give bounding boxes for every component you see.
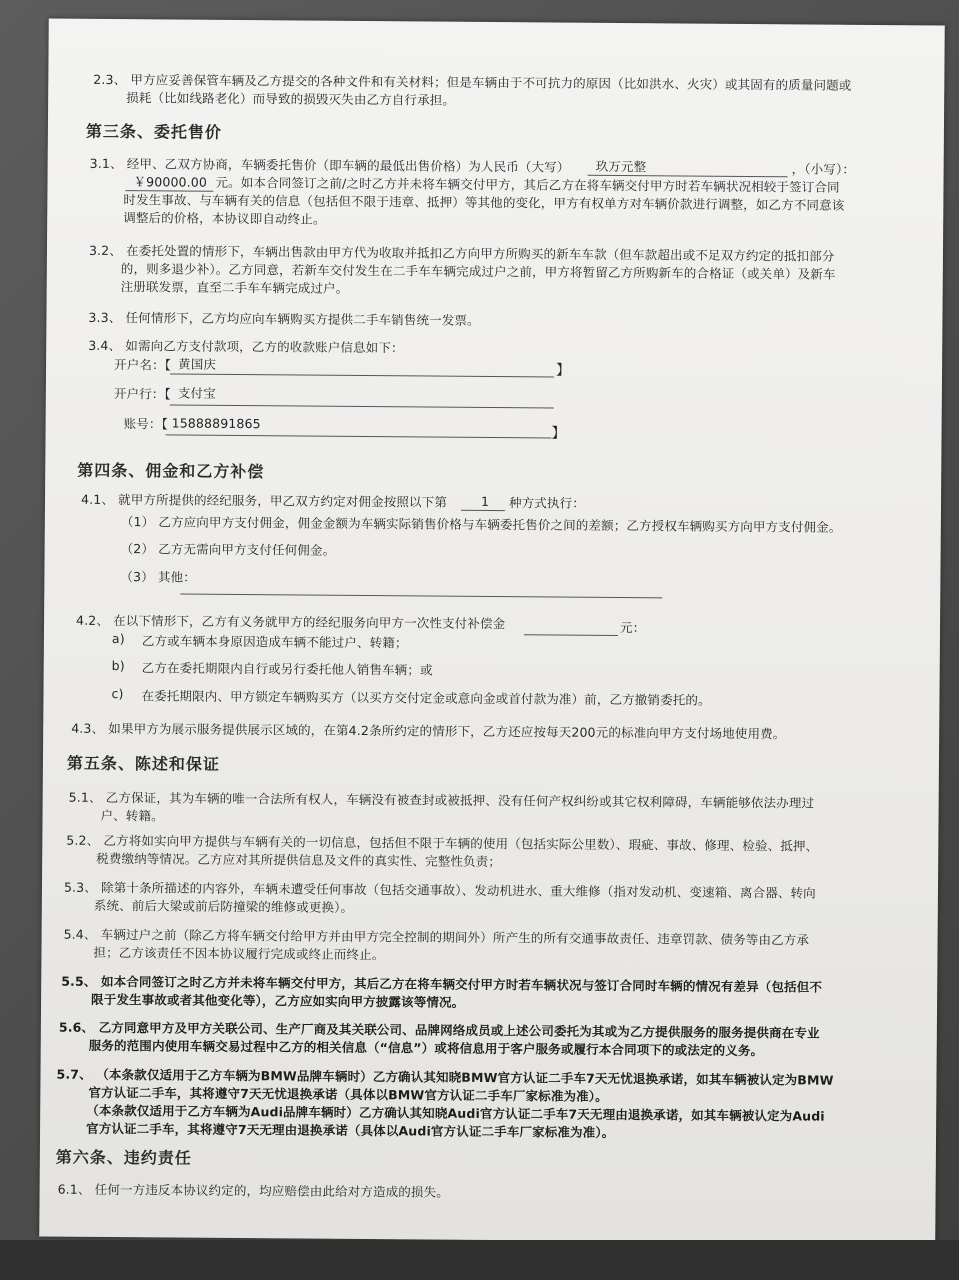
clause-4-2-prefix: 4.2、 在以下情形下，乙方有义务就甲方的经纪服务向甲方一次性支付补偿金 [76,612,506,632]
case-a-text: 乙方或车辆本身原因造成车辆不能过户、转籍； [141,633,408,651]
clause-3-4-intro: 3.4、 如需向乙方支付款项，乙方的收款账户信息如下： [88,337,404,356]
clause-2-3-line2: 损耗（比如线路老化）而导致的损毁灭失由乙方自行承担。 [126,90,456,108]
clause-5-4-line2: 担；乙方该责任不因本协议履行完成或终止而终止。 [93,944,385,963]
bank-underline [170,404,554,408]
case-a-label: a) [111,631,125,647]
clause-3-1-line3: 时发生事故、与车辆有关的信息（包括但不限于违章、抵押）等其他的变化，甲方有权单方对车辆价款进行调整，如乙方不同意该 [123,192,845,213]
compensation-amount-underline [524,634,618,636]
clause-5-5-line1: 5.5、 如本合同签订之时乙方并未将车辆交付甲方，其后乙方在将车辆交付甲方时若车辆状况与签订合同时车辆的情况有差异（包括但不 [61,973,823,995]
clause-3-1-line4: 调整后的价格，本协议即自动终止。 [123,210,326,227]
bank-value: 支付宝 [177,385,216,401]
clause-6-1: 6.1、 任何一方违反本协议约定的，均应赔偿由此给对方造成的损失。 [57,1181,449,1200]
account-number-value: 15888891865 [171,415,261,432]
commission-option-2: （2） 乙方无需向甲方支付任何佣金。 [120,541,336,558]
account-name-underline [170,373,554,377]
article-3-heading: 第三条、委托售价 [85,121,222,142]
clause-5-7-line4: 官方认证二手车，其将遵守7天无理由退换承诺（具体以Audi官方认证二手车厂家标准为准）。 [86,1120,615,1140]
clause-5-1-line2: 户、转籍。 [100,807,164,824]
clause-5-7-line2: 官方认证二手车，其将遵守7天无忧退换承诺（具体以BMW官方认证二手车厂家标准为准）。 [88,1084,608,1104]
case-c-text: 在委托期限内、甲方锁定车辆购买方（以买方交付定金或意向金或首付款为准）前，乙方撤销委托的。 [141,688,711,708]
clause-5-5-line2: 限于发生事故或者其他变化等），乙方应如实向甲方披露该等情况。 [91,991,465,1010]
clause-5-6-line2: 服务的范围内使用车辆交易过程中乙方的相关信息（“信息”）或将信息用于客户服务或履行本合同项下的或法定的义务。 [88,1037,764,1059]
desk-surface [0,1240,959,1280]
clause-3-2-line1: 3.2、 在委托处置的情形下，车辆出售款由甲方代为收取并抵扣乙方向甲方所购买的新车车款（但车款超出或不足双方约定的抵扣部分 [88,242,835,264]
commission-option-choice: 1 [480,493,490,509]
clause-5-3-line1: 5.3、 除第十条所描述的内容外，车辆未遭受任何事故（包括交通事故）、发动机进水、重大维修（指对发动机、变速箱、离合器、转向 [63,879,816,901]
clause-3-2-line2: 的，则多退少补）。乙方同意，若新车交付发生在二手车车辆完成过户之前，甲方将暂留乙方所购新车的合格证（或关单）及新车 [120,261,836,282]
account-number-underline [166,434,552,438]
clause-5-7-line1: 5.7、 （本条款仅适用于乙方车辆为BMW品牌车辆时）乙方确认其知晓BMW官方认证二手车7天无忧退换承诺，如其车辆被认定为BMW [56,1066,834,1088]
amount-in-words: 玖万元整 [595,158,647,175]
contract-page [39,19,945,1244]
commission-option-3: （3） 其他： [120,569,196,585]
clause-5-6-line1: 5.6、 乙方同意甲方及甲方关联公司、生产厂商及其关联公司、品牌网络成员或上述公司委托为其或为乙方提供服务的服务提供商在专业 [58,1019,820,1041]
commission-choice-underline [461,510,505,511]
account-name-value: 黄国庆 [178,356,217,372]
clause-4-1-prefix: 4.1、 就甲方所提供的经纪服务，甲乙双方约定对佣金按照以下第 [80,491,448,510]
clause-3-3: 3.3、 任何情形下，乙方均应向车辆购买方提供二手车销售统一发票。 [88,309,480,328]
article-4-heading: 第四条、佣金和乙方补偿 [77,460,265,482]
clause-5-2-line1: 5.2、 乙方将如实向甲方提供与车辆有关的一切信息，包括但不限于车辆的使用（包括实际公里数）、瑕疵、事故、修理、检验、抵押、 [66,832,819,854]
clause-5-2-line2: 税费缴纳等情况。乙方应对其所提供信息及文件的真实性、完整性负责； [96,850,502,870]
commission-option-1: （1） 乙方应向甲方支付佣金，佣金金额为车辆实际销售价格与车辆委托售价之间的差额；乙方授权车辆购买方向甲方支付佣金。 [120,514,842,535]
clause-3-1-line2: 元。如本合同签订之前/之时乙方并未将车辆交付甲方，其后乙方在将车辆交付甲方时若车辆状况相较于签订合同 [215,174,840,195]
amount-in-numbers: ￥90000.00 [133,174,208,190]
case-c-label: c) [111,686,124,702]
clause-3-1-suffix: ，（小写）： [791,161,856,177]
clause-5-4-line1: 5.4、 车辆过户之前（除乙方将车辆交付给甲方并由甲方完全控制的期间外）所产生的所有交通事故责任、违章罚款、债务等由乙方承 [63,926,810,948]
article-5-heading: 第五条、陈述和保证 [66,753,221,774]
clause-3-1-prefix: 3.1、 经甲、乙双方协商，车辆委托售价（即车辆的最低出售价格）为人民币（大写） [89,155,570,175]
other-option-underline [180,594,662,599]
clause-4-2-suffix: 元： [619,620,646,636]
clause-4-1-suffix: 种方式执行： [508,495,585,511]
case-b-label: b) [111,658,125,674]
account-number-label: 账号：【 [123,416,169,432]
clause-3-2-line3: 注册联发票，直至二手车车辆完成过户。 [120,279,349,296]
account-number-close-bracket: 】 [551,425,566,442]
bank-label: 开户行：【 [113,386,171,402]
clause-2-3-line1: 2.3、 甲方应妥善保管车辆及乙方提交的各种文件和有关材料；但是车辆由于不可抗力的原因（比如洪水、火灾）或其固有的质量问题或 [93,71,852,93]
case-b-text: 乙方在委托期限内自行或另行委托他人销售车辆；或 [141,660,433,678]
account-name-close-bracket: 】 [555,362,571,379]
clause-5-3-line2: 系统、前后大梁或前后防撞梁的维修或更换）。 [93,897,354,915]
clause-5-7-line3: （本条款仅适用于乙方车辆为Audi品牌车辆时）乙方确认其知晓Audi官方认证二手车7天无理由退换承诺，如其车辆被认定为Audi [86,1102,825,1124]
clause-4-3: 4.3、 如果甲方为展示服务提供展示区域的，在第4.2条所约定的情形下，乙方还应按每天200元的标准向甲方支付场地使用费。 [71,720,786,742]
account-name-label: 开户名：【 [114,357,172,373]
article-6-heading: 第六条、违约责任 [55,1147,192,1168]
clause-5-1-line1: 5.1、 乙方保证，其为车辆的唯一合法所有权人，车辆没有被查封或被抵押、没有任何产权纠纷或其它权利障碍，车辆能够依法办理过 [68,789,815,811]
